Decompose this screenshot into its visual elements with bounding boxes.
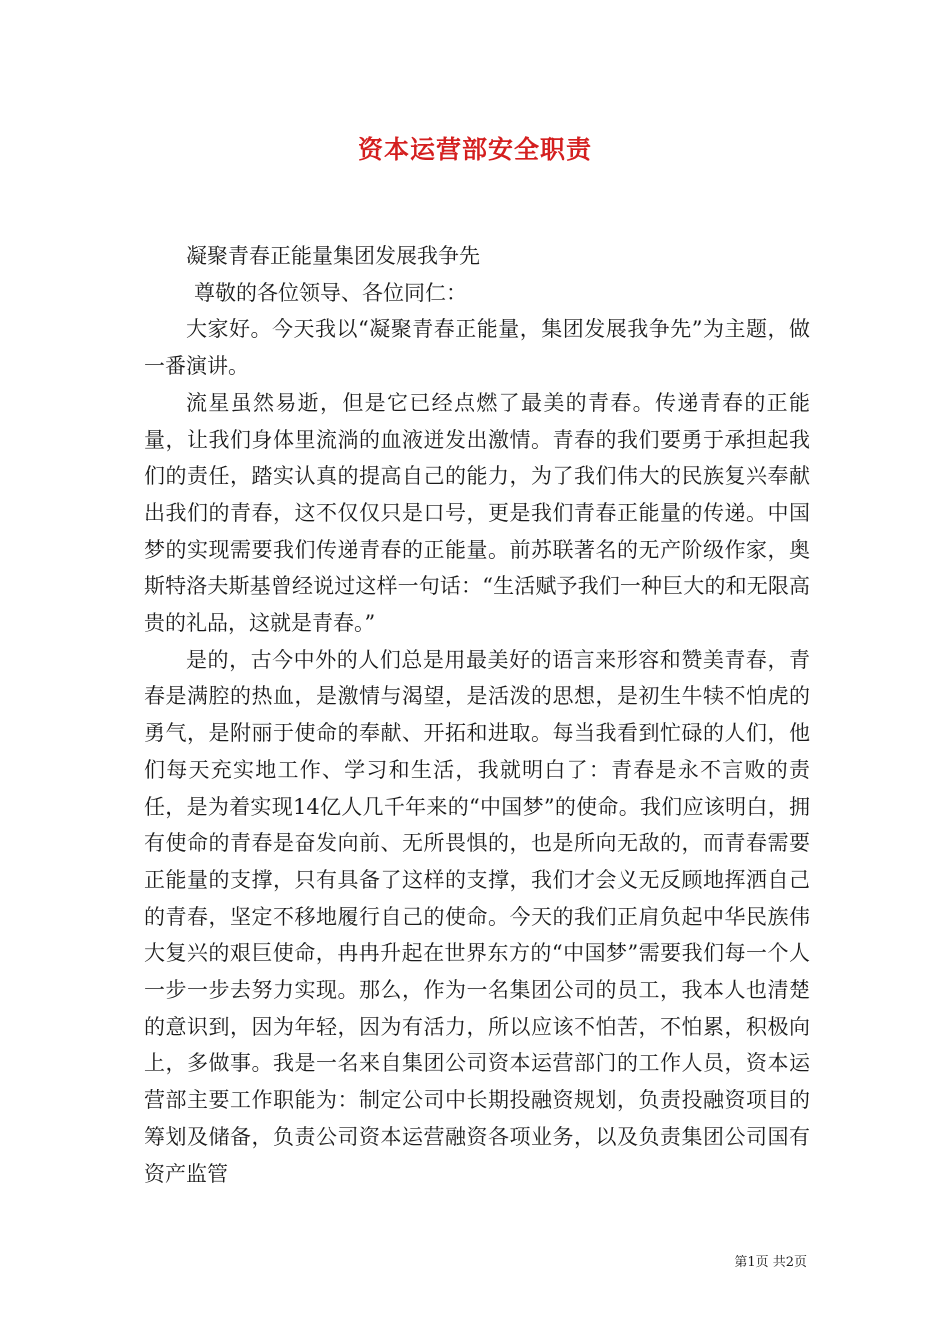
paragraph-meteor: 流星虽然易逝，但是它已经点燃了最美的青春。传递青春的正能量，让我们身体里流淌的血液迸发出激情。青春的我们要勇于承担起我们的责任，踏实认真的提高自己的能力，为了我们伟大的民族复兴奉献出我们的青春，这不仅仅只是口号，更是我们青春正能量的传递。中国梦的实现需要我们传递青春的正能量。前苏联著名的无产阶级作家，奥斯特洛夫斯基曾经说过这样一句话：“生活赋予我们一种巨大的和无限高贵的礼品，这就是青春。” <box>144 390 810 636</box>
paragraph-opening: 大家好。今天我以“凝聚青春正能量，集团发展我争先”为主题，做一番演讲。 <box>144 317 810 379</box>
document-title: 资本运营部安全职责 <box>357 135 592 164</box>
document-body <box>144 238 810 1192</box>
paragraph-greeting: 尊敬的各位领导、各位同仁： <box>194 280 467 305</box>
paragraph-youth: 是的，古今中外的人们总是用最美好的语言来形容和赞美青春，青春是满腔的热血，是激情与渴望，是活泼的思想，是初生牛犊不怕虎的勇气，是附丽于使命的奉献、开拓和进取。每当我看到忙碌的人们，他们每天充实地工作、学习和生活，我就明白了：青春是永不言败的责任，是为着实现14亿人几千年来的“中国梦”的使命。我们应该明白，拥有使命的青春是奋发向前、无所畏惧的，也是所向无敌的，而青春需要正能量的支撑，只有具备了这样的支撑，我们才会义无反顾地挥洒自己的青春，坚定不移地履行自己的使命。今天的我们正肩负起中华民族伟大复兴的艰巨使命，冉冉升起在世界东方的“中国梦”需要我们每一个人一步一步去努力实现。那么，作为一名集团公司的员工，我本人也清楚的意识到，因为年轻，因为有活力，所以应该不怕苦，不怕累，积极向上，多做事。我是一名来自集团公司资本运营部门的工作人员，资本运营部主要工作职能为：制定公司中长期投融资规划，负责投融资项目的筹划及储备，负责公司资本运营融资各项业务，以及负责集团公司国有资产监管 <box>144 647 810 1186</box>
page-number: 第1页 共2页 <box>734 1255 807 1270</box>
paragraph-subtitle: 凝聚青春正能量集团发展我争先 <box>186 244 480 268</box>
